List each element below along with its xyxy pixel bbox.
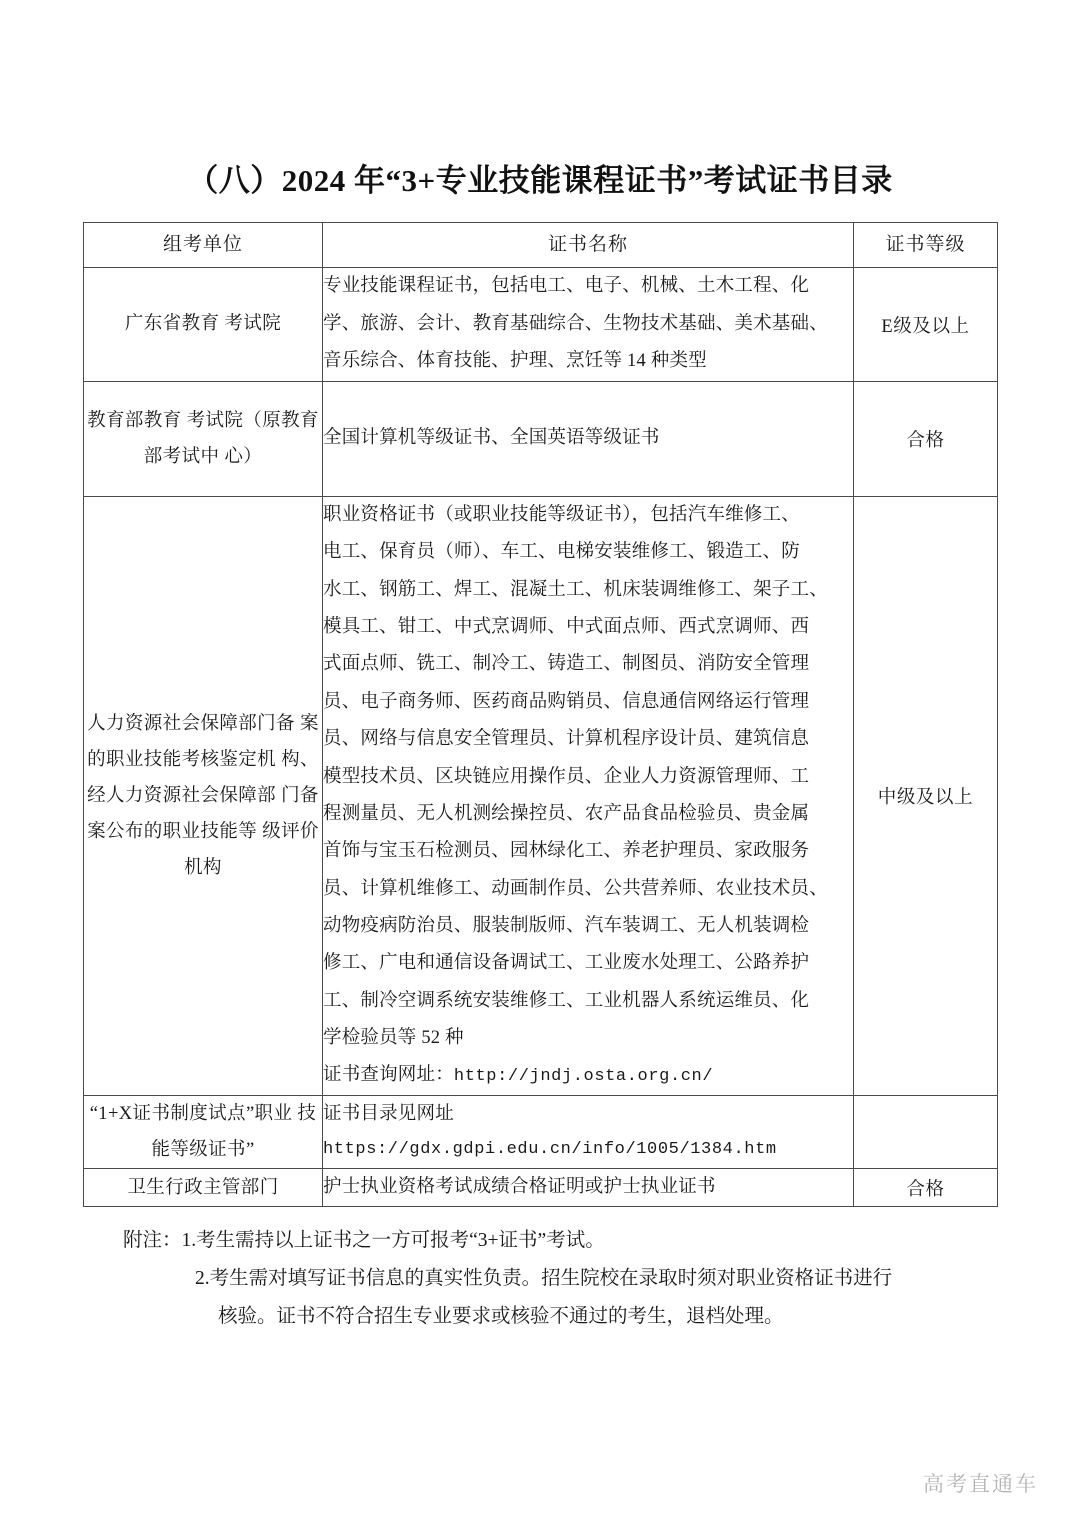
certificate-query-url[interactable]: http://jndj.osta.org.cn/: [453, 1067, 714, 1087]
org-line: 门备案公布的职业技能等: [87, 785, 319, 842]
org-line: 技能等级证书”: [151, 1103, 317, 1160]
query-url-line: [323, 1057, 853, 1094]
cell-certificate-name: [323, 497, 854, 1096]
name-line: 工、制冷空调系统安装维修工、工业机器人系统运维员、化: [323, 990, 810, 1011]
certificate-catalog-table: [83, 222, 998, 1207]
name-line: 修工、广电和通信设备调试工、工业废水处理工、公路养护: [323, 953, 810, 974]
table-row: [84, 268, 998, 382]
org-line: 案的职业技能考核鉴定机: [87, 713, 319, 770]
watermark: 高考直通车: [923, 1473, 1038, 1496]
cell-organization: [84, 268, 323, 382]
name-line: 员、电子商务师、医药商品购销员、信息通信网络运行管理: [323, 691, 810, 712]
name-line: 音乐综合、体育技能、护理、烹饪等 14 种类型: [323, 351, 707, 372]
table-row: [84, 1095, 998, 1168]
org-line: 构、经人力资源社会保障部: [87, 749, 319, 806]
table-row: [84, 497, 998, 1096]
name-line: 全国计算机等级证书、全国英语等级证书: [323, 428, 660, 449]
table-header-row: [84, 223, 998, 268]
name-line: 程测量员、无人机测绘操控员、农产品食品检验员、贵金属: [323, 803, 810, 824]
footnotes: [83, 1222, 1013, 1336]
cell-certificate-name: [323, 382, 854, 497]
cell-certificate-name: [323, 268, 854, 382]
name-line: 专业技能课程证书，包括电工、电子、机械、土木工程、化: [323, 276, 810, 297]
name-line: 员、网络与信息安全管理员、计算机程序设计员、建筑信息: [323, 729, 810, 750]
name-line: 电工、保育员（师）、车工、电梯安装维修工、锻造工、防: [323, 542, 800, 563]
cell-organization: [84, 497, 323, 1096]
name-line: 动物疫病防治员、服装制版师、汽车装调工、无人机装调检: [323, 915, 810, 936]
org-line: 考试院（原教育部考试中: [143, 410, 319, 467]
org-line: 人力资源社会保障部门备: [87, 713, 295, 734]
footnote-label: 附注：: [123, 1230, 182, 1251]
column-header-org: 组考单位: [84, 223, 323, 268]
page-title: （八）2024 年“3+专业技能课程证书”考试证书目录: [187, 163, 893, 198]
org-line: 卫生行政主管部门: [127, 1177, 279, 1198]
footnote-1-text: 1.考生需持以上证书之一方可报考“3+证书”考试。: [181, 1230, 605, 1251]
cell-organization: [84, 1168, 323, 1206]
table-row: [84, 1168, 998, 1206]
footnote-item-1: [83, 1222, 1013, 1260]
org-line: 考试院: [224, 314, 282, 335]
name-line: 学检验员等 52 种: [323, 1028, 464, 1049]
table-row: [84, 382, 998, 497]
cell-certificate-name: [323, 1168, 854, 1206]
org-line: 级评价机构: [184, 821, 319, 878]
name-line: 学、旅游、会计、教育基础综合、生物技术基础、美术基础、: [323, 313, 828, 334]
name-line: 职业资格证书（或职业技能等级证书），包括汽车维修工、: [323, 505, 800, 525]
cell-organization: [84, 382, 323, 497]
name-line: 证书目录见网址: [323, 1103, 454, 1124]
column-header-name: 证书名称: [323, 223, 854, 268]
org-line: 心）: [224, 447, 263, 467]
name-line: 模具工、钳工、中式烹调师、中式面点师、西式烹调师、西: [323, 617, 810, 638]
name-line: 首饰与宝玉石检测员、园林绿化工、养老护理员、家政服务: [323, 841, 810, 862]
org-line: 教育部教育: [87, 410, 182, 431]
org-line: 广东省教育: [124, 314, 220, 335]
name-line: 员、计算机维修工、动画制作员、公共营养师、农业技术员、: [323, 878, 828, 899]
cell-certificate-name: [323, 1095, 854, 1168]
footnote-item-2-line-1: 2.考生需对填写证书信息的真实性负责。招生院校在录取时须对职业资格证书进行: [195, 1268, 893, 1290]
name-line: 水工、钢筋工、焊工、混凝土工、机床装调维修工、架子工、: [323, 579, 828, 600]
name-line: 模型技术员、区块链应用操作员、企业人力资源管理师、工: [323, 766, 810, 787]
footnote-item-2-line-2: 核验。证书不符合招生专业要求或核验不通过的考生，退档处理。: [218, 1306, 784, 1328]
cell-certificate-level: 合格: [854, 1168, 998, 1206]
column-header-level: 证书等级: [854, 223, 998, 268]
name-line: 式面点师、铣工、制冷工、铸造工、制图员、消防安全管理: [323, 654, 810, 675]
cell-certificate-level: 合格: [854, 382, 998, 497]
cell-certificate-level: [854, 1095, 998, 1168]
cell-organization: [84, 1095, 323, 1168]
certificate-catalog-url[interactable]: https://gdx.gdpi.edu.cn/info/1005/1384.htm: [323, 1140, 777, 1160]
cell-certificate-level: E级及以上: [854, 268, 998, 382]
query-url-label: 证书查询网址：: [323, 1065, 454, 1086]
org-line: “1+X证书制度试点”职业: [89, 1103, 293, 1124]
name-line: 护士执业资格考试成绩合格证明或护士执业证书: [323, 1176, 716, 1197]
cell-certificate-level: 中级及以上: [854, 497, 998, 1096]
